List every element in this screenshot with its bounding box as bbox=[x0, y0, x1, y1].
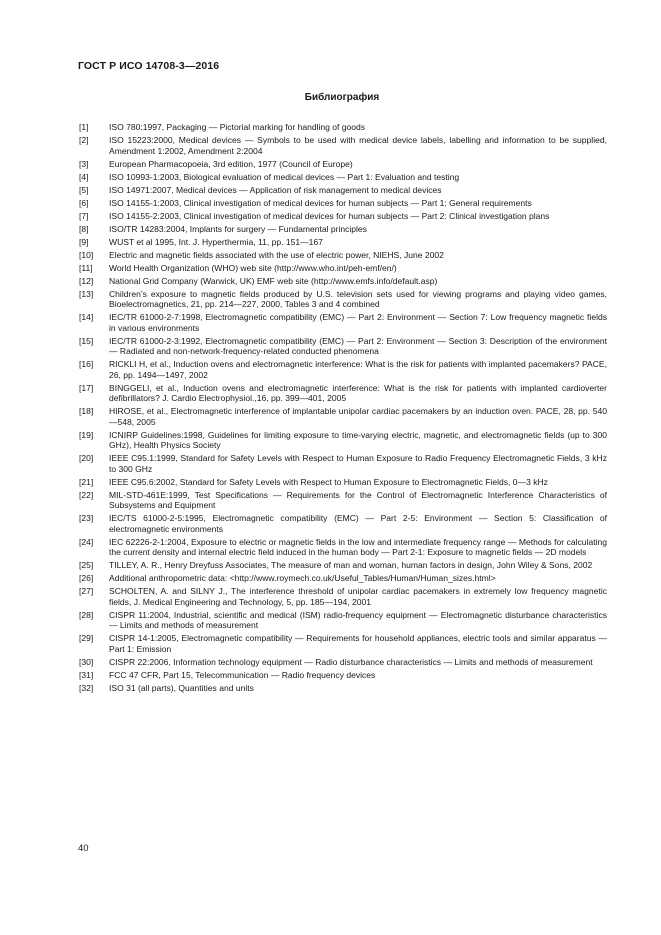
reference-number: [21] bbox=[79, 476, 94, 487]
reference-text: IEC/TR 61000-2-7:1998, Electromagnetic compatibility (EMC) — Part 2: Environment — Section 7: Low frequency magnetic fields in various environments bbox=[109, 312, 607, 333]
reference-item bbox=[79, 336, 607, 357]
reference-number: [25] bbox=[79, 560, 94, 570]
reference-item bbox=[79, 430, 607, 451]
reference-item bbox=[79, 276, 607, 287]
reference-text: IEC/TR 61000-2-3:1992, Electromagnetic compatibility (EMC) — Part 2: Environment — Section 3: Description of the environment — Radiated and non-network-frequency-related conducted phenomena bbox=[109, 335, 607, 356]
reference-number: [10] bbox=[79, 249, 94, 260]
reference-item bbox=[79, 250, 607, 261]
reference-number: [2] bbox=[79, 135, 89, 145]
reference-number: [4] bbox=[79, 171, 89, 182]
reference-text: Electric and magnetic fields associated with the use of electric power, NIEHS, June 2002 bbox=[109, 249, 444, 260]
reference-number: [24] bbox=[79, 536, 94, 547]
reference-number: [31] bbox=[79, 669, 94, 680]
reference-item bbox=[79, 560, 607, 571]
reference-text: National Grid Company (Warwick, UK) EMF web site (http://www.emfs.info/default.asp) bbox=[109, 275, 438, 286]
reference-number: [15] bbox=[79, 335, 94, 346]
reference-number: [23] bbox=[79, 513, 94, 523]
reference-number: [9] bbox=[79, 236, 89, 247]
reference-text: ISO 31 (all parts), Quantities and units bbox=[109, 682, 254, 693]
reference-item bbox=[79, 224, 607, 235]
reference-text: IEEE C95.6:2002, Standard for Safety Levels with Respect to Human Exposure to Electromagnetic Fields, 0—3 kHz bbox=[109, 476, 548, 487]
reference-number: [14] bbox=[79, 312, 94, 322]
reference-number: [27] bbox=[79, 586, 94, 596]
reference-text: IEC/TS 61000-2-5:1995, Electromagnetic compatibility (EMC) — Part 2-5: Environment — Section 5: Classification of electromagnetic environments bbox=[109, 513, 607, 534]
reference-item bbox=[79, 172, 607, 183]
reference-item bbox=[79, 477, 607, 488]
reference-number: [17] bbox=[79, 382, 94, 393]
bibliography-title: Библиография bbox=[304, 92, 380, 103]
reference-text: European Pharmacopoeia, 3rd edition, 1977 (Council of Europe) bbox=[109, 158, 353, 169]
reference-item bbox=[79, 537, 607, 558]
reference-text: Additional anthropometric data: <http://www.roymech.co.uk/Useful_Tables/Human/Human_sizes.html> bbox=[109, 573, 496, 583]
reference-text: ISO 14155-2:2003, Clinical investigation of medical devices for human subjects — Part 2: Clinical investigation plans bbox=[109, 210, 550, 221]
reference-text: ISO 10993-1:2003, Biological evaluation of medical devices — Part 1: Evaluation and testing bbox=[109, 171, 460, 182]
reference-text: CISPR 22:2006, Information technology equipment — Radio disturbance characteristics — Limits and methods of measurement bbox=[109, 656, 593, 667]
reference-item bbox=[79, 135, 607, 156]
reference-text: HIROSE, et al., Electromagnetic interference of implantable unipolar cardiac pacemakers by an induction oven. PACE, 28, pp. 540—548, 2005 bbox=[109, 406, 607, 427]
reference-item bbox=[79, 610, 607, 631]
reference-number: [11] bbox=[79, 262, 93, 273]
reference-number: [29] bbox=[79, 633, 94, 643]
reference-item bbox=[79, 670, 607, 681]
reference-item bbox=[79, 490, 607, 511]
reference-item bbox=[79, 237, 607, 248]
reference-item bbox=[79, 198, 607, 209]
reference-item bbox=[79, 573, 607, 584]
reference-item bbox=[79, 453, 607, 474]
reference-number: [16] bbox=[79, 359, 94, 369]
reference-text: RICKLI H, et al., Induction ovens and electromagnetic interference: What is the risk for patients with implanted pacemakers? PACE, 26, pp. 1494—1497, 2002 bbox=[109, 359, 607, 380]
reference-number: [32] bbox=[79, 682, 94, 693]
reference-text: ISO 14155-1:2003, Clinical investigation of medical devices for human subjects — Part 1: General requirements bbox=[109, 197, 532, 208]
reference-number: [20] bbox=[79, 453, 94, 463]
reference-number: [12] bbox=[79, 275, 94, 286]
reference-item bbox=[79, 289, 607, 310]
reference-item bbox=[79, 312, 607, 333]
reference-text: ISO 14971:2007, Medical devices — Application of risk management to medical devices bbox=[109, 184, 442, 195]
reference-text: MIL-STD-461E:1999, Test Specifications — Requirements for the Control of Electromagnetic Interference Characteristics of Subsystems and Equipment bbox=[109, 489, 607, 510]
reference-text: ISO 780:1997, Packaging — Pictorial marking for handling of goods bbox=[109, 122, 366, 132]
reference-number: [3] bbox=[79, 158, 89, 169]
reference-item bbox=[79, 683, 607, 694]
bibliography-list bbox=[79, 122, 607, 696]
reference-text: ICNIRP Guidelines:1998, Guidelines for limiting exposure to time-varying electric, magnetic, and electromagnetic fields (up to 300 GHz), Health Physics Society bbox=[109, 429, 607, 450]
document-header: ГОСТ Р ИСО 14708-3—2016 bbox=[78, 60, 220, 72]
reference-number: [19] bbox=[79, 429, 94, 440]
reference-text: Children’s exposure to magnetic fields produced by U.S. television sets used for viewing programs and playing video games, Bioelectromagnetics, 21, pp. 214—227, 2000, Tables 3 and 4 combined bbox=[109, 288, 607, 309]
reference-number: [28] bbox=[79, 609, 94, 620]
reference-text: IEEE C95.1:1999, Standard for Safety Levels with Respect to Human Exposure to Radio Frequency Electromagnetic Fields, 3 kHz to 300 GHz bbox=[109, 453, 607, 474]
reference-item bbox=[79, 657, 607, 668]
page-number: 40 bbox=[78, 843, 89, 854]
reference-item bbox=[79, 185, 607, 196]
reference-text: FCC 47 CFR, Part 15, Telecommunication — Radio frequency devices bbox=[109, 669, 376, 680]
reference-item bbox=[79, 263, 607, 274]
reference-number: [18] bbox=[79, 406, 94, 416]
reference-number: [30] bbox=[79, 656, 94, 667]
reference-number: [8] bbox=[79, 223, 89, 234]
reference-item bbox=[79, 406, 607, 427]
reference-item bbox=[79, 159, 607, 170]
reference-number: [1] bbox=[79, 122, 89, 132]
reference-item bbox=[79, 513, 607, 534]
reference-item bbox=[79, 122, 607, 133]
reference-item bbox=[79, 211, 607, 222]
reference-item bbox=[79, 359, 607, 380]
reference-text: World Health Organization (WHO) web site (http://www.who.int/peh-emf/en/) bbox=[109, 262, 397, 273]
reference-text: CISPR 11:2004, Industrial, scientific and medical (ISM) radio-frequency equipment — Electromagnetic disturbance characteristics — Limits and methods of measurement bbox=[109, 609, 607, 630]
reference-text: BINGGELI, et al., Induction ovens and electromagnetic interference: What is the risk for patients with implanted cardioverter defibrillators? J. Cardio Electrophysiol.,16, pp. 399—401, 2005 bbox=[109, 382, 607, 403]
reference-text: WUST et al 1995, Int. J. Hyperthermia, 11, pp. 151—167 bbox=[109, 236, 323, 247]
reference-text: IEC 62226-2-1:2004, Exposure to electric or magnetic fields in the low and intermediate frequency range — Methods for calculating the current density and internal electric field induced in the human body — Part 2-1: Exposure to magnetic fields — 2D models bbox=[109, 536, 607, 557]
reference-item bbox=[79, 633, 607, 654]
reference-text: TILLEY, A. R., Henry Dreyfuss Associates, The measure of man and woman, human factors in design, John Wiley & Sons, 2002 bbox=[109, 560, 593, 570]
reference-number: [6] bbox=[79, 197, 89, 208]
reference-item bbox=[79, 383, 607, 404]
reference-item bbox=[79, 586, 607, 607]
reference-number: [26] bbox=[79, 573, 94, 583]
reference-number: [22] bbox=[79, 489, 94, 500]
reference-text: CISPR 14-1:2005, Electromagnetic compatibility — Requirements for household appliances, electric tools and similar apparatus — Part 1: Emission bbox=[109, 633, 607, 654]
reference-text: ISO 15223:2000, Medical devices — Symbols to be used with medical device labels, labelling and information to be supplied, Amendment 1:2002, Amendment 2:2004 bbox=[109, 135, 607, 156]
reference-number: [5] bbox=[79, 184, 89, 195]
reference-number: [7] bbox=[79, 210, 89, 221]
reference-text: ISO/TR 14283:2004, Implants for surgery — Fundamental principles bbox=[109, 223, 367, 234]
reference-text: SCHOLTEN, A. and SILNY J., The interference threshold of unipolar cardiac pacemakers in extremely low frequency magnetic fields, J. Medical Engineering and Technology, 5, pp. 185—194, 2001 bbox=[109, 586, 607, 607]
reference-number: [13] bbox=[79, 288, 94, 299]
